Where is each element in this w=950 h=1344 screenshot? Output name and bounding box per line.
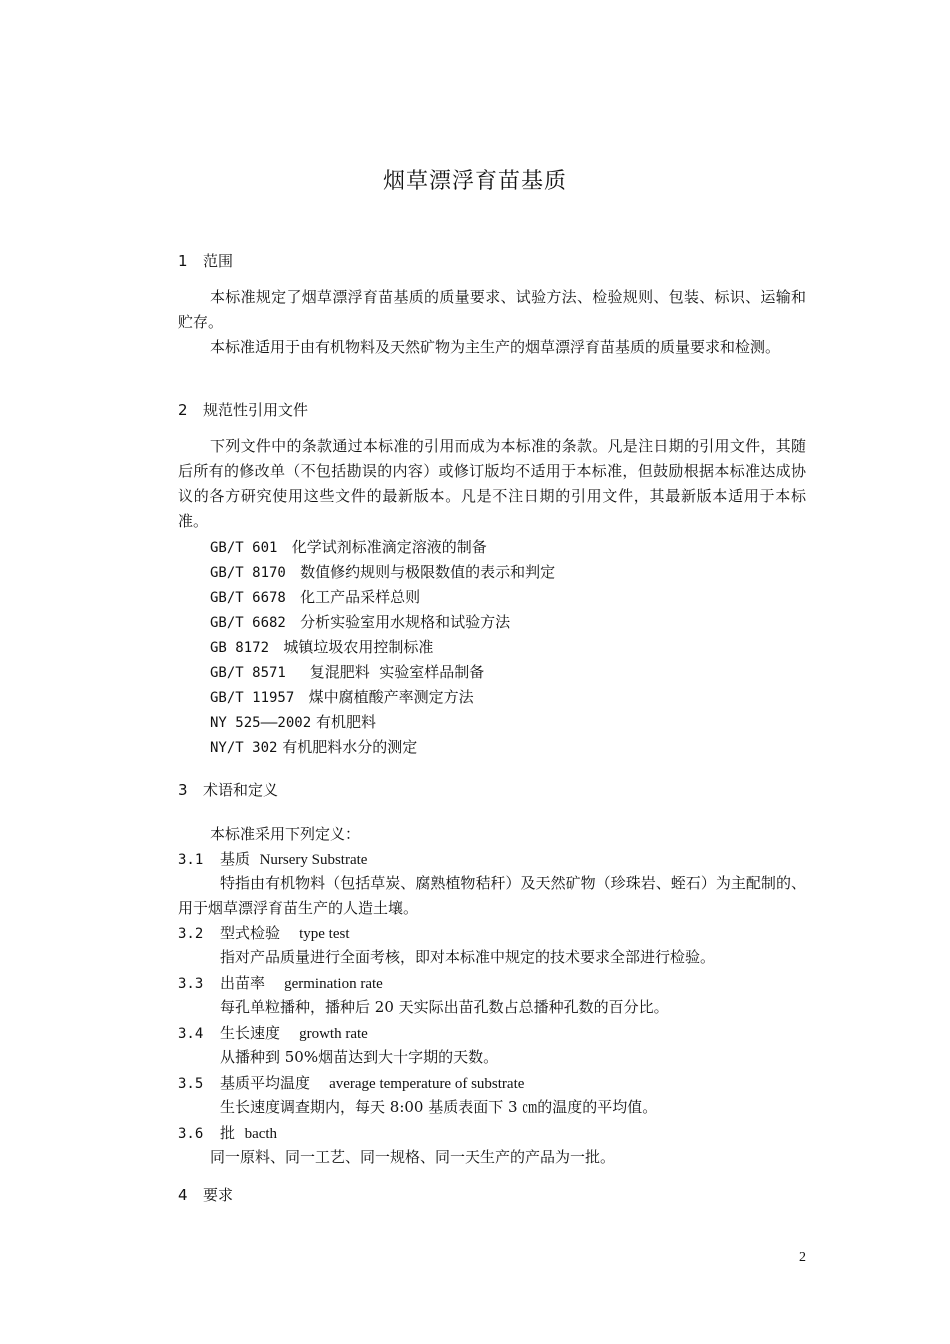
term-definition: 同一原料、同一工艺、同一规格、同一天生产的产品为一批。 <box>210 1148 616 1166</box>
term-number: 3.3 <box>178 976 204 992</box>
reference-code: GB/T 6678 <box>210 590 286 606</box>
term-heading <box>178 923 350 944</box>
term-heading <box>178 1023 368 1044</box>
reference-code: NY 525——2002 <box>210 715 312 731</box>
term-english: bacth <box>244 1126 278 1142</box>
reference-title: 化学试剂标准滴定溶液的制备 <box>291 538 487 556</box>
reference-title: 有机肥料水分的测定 <box>282 738 418 756</box>
term-number: 3.5 <box>178 1076 204 1092</box>
section-heading-normative-references <box>178 400 308 420</box>
reference-code: GB/T 601 <box>210 540 278 556</box>
term-name: 型式检验 <box>220 924 281 942</box>
term-heading <box>178 973 383 994</box>
section-label: 要求 <box>203 1186 234 1204</box>
term-name: 基质 <box>220 850 251 868</box>
paragraph: 本标准规定了烟草漂浮育苗基质的质量要求、试验方法、检验规则、包装、标识、运输和贮存。 <box>178 288 806 331</box>
section-label: 规范性引用文件 <box>203 401 309 419</box>
reference-title: 复混肥料 实验室样品制备 <box>309 663 485 681</box>
term-definition: 每孔单粒播种，播种后 20 天实际出苗孔数占总播种孔数的百分比。 <box>220 998 669 1016</box>
term-number: 3.2 <box>178 926 204 942</box>
term-english: germination rate <box>284 976 383 992</box>
term-number: 3.4 <box>178 1026 204 1042</box>
term-english: type test <box>299 926 350 942</box>
page-number: 2 <box>799 1250 806 1265</box>
term-name: 生长速度 <box>220 1024 281 1042</box>
term-english: Nursery Substrate <box>259 852 368 868</box>
section-number: 2 <box>178 401 188 419</box>
term-definition: 从播种到 50%烟苗达到大十字期的天数。 <box>220 1048 499 1066</box>
reference-item <box>210 737 417 758</box>
term-english: average temperature of substrate <box>329 1076 525 1092</box>
term-number: 3.1 <box>178 852 204 868</box>
paragraph: 下列文件中的条款通过本标准的引用而成为本标准的条款。凡是注日期的引用文件，其随后所有的修改单（不包括勘误的内容）或修订版均不适用于本标准，但鼓励根据本标准达成协议的各方研究使用这些文件的最新版本。凡是不注日期的引用文件，其最新版本适用于本标准。 <box>178 437 806 530</box>
term-name: 基质平均温度 <box>220 1074 311 1092</box>
reference-item <box>210 687 474 708</box>
document-title: 烟草漂浮育苗基质 <box>382 169 567 194</box>
reference-item <box>210 612 510 633</box>
reference-code: GB 8172 <box>210 640 270 656</box>
reference-item <box>210 712 376 733</box>
reference-title: 有机肥料 <box>315 713 376 731</box>
section-heading-scope <box>178 251 233 271</box>
section-heading-requirements <box>178 1185 233 1205</box>
section-number: 3 <box>178 781 188 799</box>
reference-item <box>210 562 555 583</box>
term-name: 出苗率 <box>220 974 266 992</box>
reference-code: GB/T 8170 <box>210 565 286 581</box>
section-label: 术语和定义 <box>203 781 279 799</box>
term-english: growth rate <box>299 1026 368 1042</box>
section-number: 1 <box>178 252 188 270</box>
reference-title: 分析实验室用水规格和试验方法 <box>300 613 511 631</box>
reference-title: 数值修约规则与极限数值的表示和判定 <box>300 563 556 581</box>
paragraph: 本标准采用下列定义： <box>210 825 361 843</box>
term-number: 3.6 <box>178 1126 204 1142</box>
term-definition: 特指由有机物料（包括草炭、腐熟植物秸秆）及天然矿物（珍珠岩、蛭石）为主配制的、用于烟草漂浮育苗生产的人造土壤。 <box>178 874 806 917</box>
term-name: 批 <box>220 1124 236 1142</box>
reference-title: 煤中腐植酸产率测定方法 <box>308 688 474 706</box>
reference-code: NY/T 302 <box>210 740 278 756</box>
section-number: 4 <box>178 1186 188 1204</box>
paragraph: 本标准适用于由有机物料及天然矿物为主生产的烟草漂浮育苗基质的质量要求和检测。 <box>210 338 781 356</box>
reference-title: 城镇垃圾农用控制标准 <box>283 638 434 656</box>
reference-title: 化工产品采样总则 <box>300 588 421 606</box>
section-heading-terms-and-definitions <box>178 780 278 800</box>
reference-code: GB/T 6682 <box>210 615 286 631</box>
term-heading <box>178 1123 277 1144</box>
reference-code: GB/T 8571 <box>210 665 286 681</box>
term-heading <box>178 1073 524 1094</box>
section-label: 范围 <box>203 252 234 270</box>
reference-code: GB/T 11957 <box>210 690 295 706</box>
reference-item <box>210 587 420 608</box>
term-heading <box>178 849 367 870</box>
term-definition: 指对产品质量进行全面考核，即对本标准中规定的技术要求全部进行检验。 <box>220 948 716 966</box>
term-definition: 生长速度调查期内，每天 8:00 基质表面下 3 ㎝的温度的平均值。 <box>220 1098 658 1116</box>
reference-item <box>210 637 433 658</box>
reference-item <box>210 537 487 558</box>
reference-item <box>210 662 484 683</box>
